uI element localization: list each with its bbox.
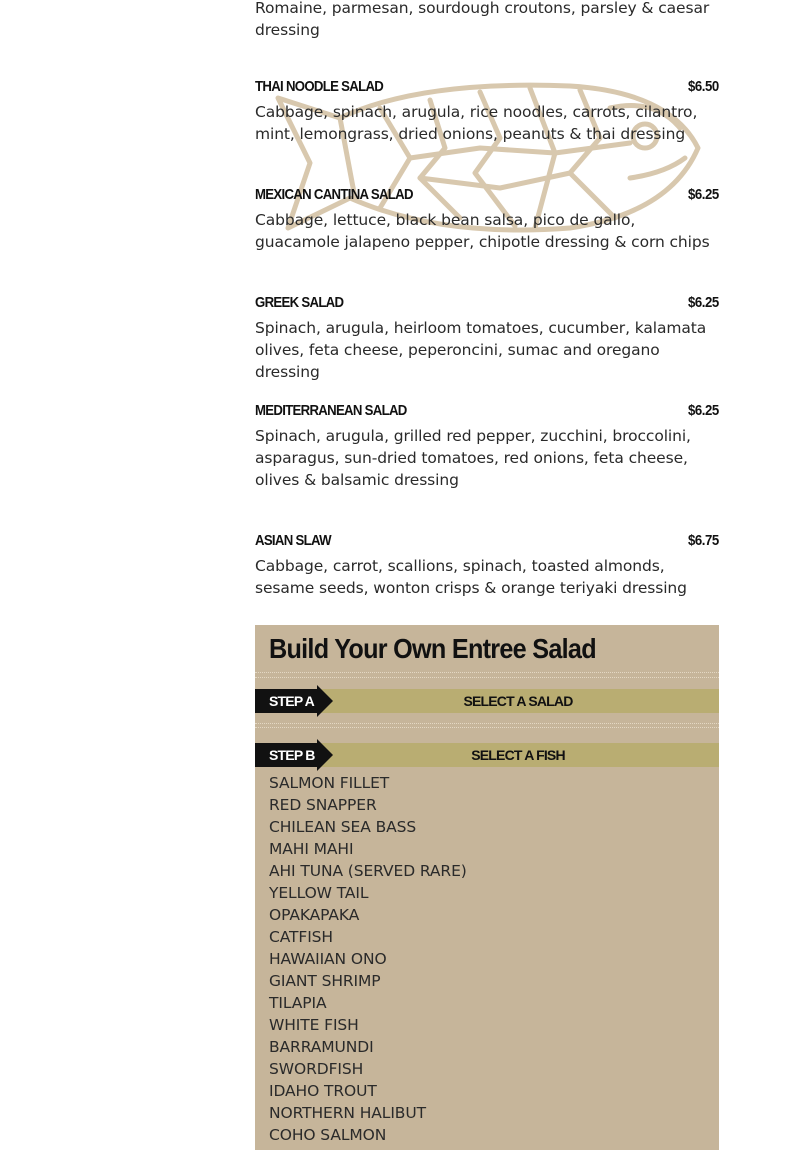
menu-item — [255, 294, 719, 383]
item-name: MEXICAN CANTINA SALAD — [255, 186, 413, 203]
item-description: Cabbage, spinach, arugula, rice noodles, carrots, cilantro, mint, lemongrass, dried onions, peanuts & thai dressing — [255, 103, 698, 143]
item-name: MEDITERRANEAN SALAD — [255, 402, 407, 419]
build-your-own-panel — [255, 625, 719, 1150]
menu-item — [255, 402, 719, 491]
list-item: BARRAMUNDI — [269, 1038, 374, 1056]
step-tag: STEP B — [255, 743, 317, 767]
item-price: $6.25 — [688, 186, 719, 203]
caesar-description: Romaine, parmesan, sourdough croutons, parsley & caesar dressing — [255, 0, 710, 39]
item-name: THAI NOODLE SALAD — [255, 78, 384, 95]
list-item: NORTHERN HALIBUT — [269, 1104, 426, 1122]
step-tag: STEP A — [255, 689, 317, 713]
list-item: OPAKAPAKA — [269, 906, 360, 924]
item-name: GREEK SALAD — [255, 294, 344, 311]
list-item: SWORDFISH — [269, 1060, 364, 1078]
list-item: CATFISH — [269, 928, 333, 946]
divider — [255, 677, 719, 678]
item-description: Spinach, arugula, heirloom tomatoes, cucumber, kalamata olives, feta cheese, peperoncini, sumac and oregano dressing — [255, 319, 707, 381]
menu-item — [255, 532, 719, 599]
panel-title: Build Your Own Entree Salad — [269, 633, 596, 664]
item-price: $6.25 — [688, 294, 719, 311]
list-item: GIANT SHRIMP — [269, 972, 381, 990]
item-price: $6.25 — [688, 402, 719, 419]
step-b — [255, 739, 719, 771]
step-label: SELECT A SALAD — [463, 693, 573, 709]
item-name: ASIAN SLAW — [255, 532, 331, 549]
list-item: RED SNAPPER — [269, 796, 377, 814]
list-item: AHI TUNA (SERVED RARE) — [269, 862, 467, 880]
list-item: WHITE FISH — [269, 1016, 359, 1034]
menu-item — [255, 78, 719, 145]
item-description: Cabbage, carrot, scallions, spinach, toasted almonds, sesame seeds, wonton crisps & orange teriyaki dressing — [255, 557, 687, 597]
item-description: Spinach, arugula, grilled red pepper, zucchini, broccolini, asparagus, sun-dried tomatoes, red onions, feta cheese, olives & balsamic dressing — [255, 427, 691, 489]
divider — [255, 723, 719, 724]
list-item: SALMON FILLET — [269, 774, 390, 792]
step-label: SELECT A FISH — [471, 747, 565, 763]
divider — [255, 672, 719, 673]
list-item: MAHI MAHI — [269, 840, 354, 858]
list-item: HAWAIIAN ONO — [269, 950, 387, 968]
step-a — [255, 685, 719, 717]
list-item: IDAHO TROUT — [269, 1082, 377, 1100]
list-item: YELLOW TAIL — [269, 884, 369, 902]
menu-item — [255, 186, 719, 253]
item-price: $6.50 — [688, 78, 719, 95]
divider — [255, 727, 719, 728]
list-item: CHILEAN SEA BASS — [269, 818, 417, 836]
item-price: $6.75 — [688, 532, 719, 549]
list-item: COHO SALMON — [269, 1126, 387, 1144]
item-description: Cabbage, lettuce, black bean salsa, pico de gallo, guacamole jalapeno pepper, chipotle dressing & corn chips — [255, 211, 710, 251]
fish-list — [269, 772, 467, 1146]
list-item: TILAPIA — [269, 994, 327, 1012]
